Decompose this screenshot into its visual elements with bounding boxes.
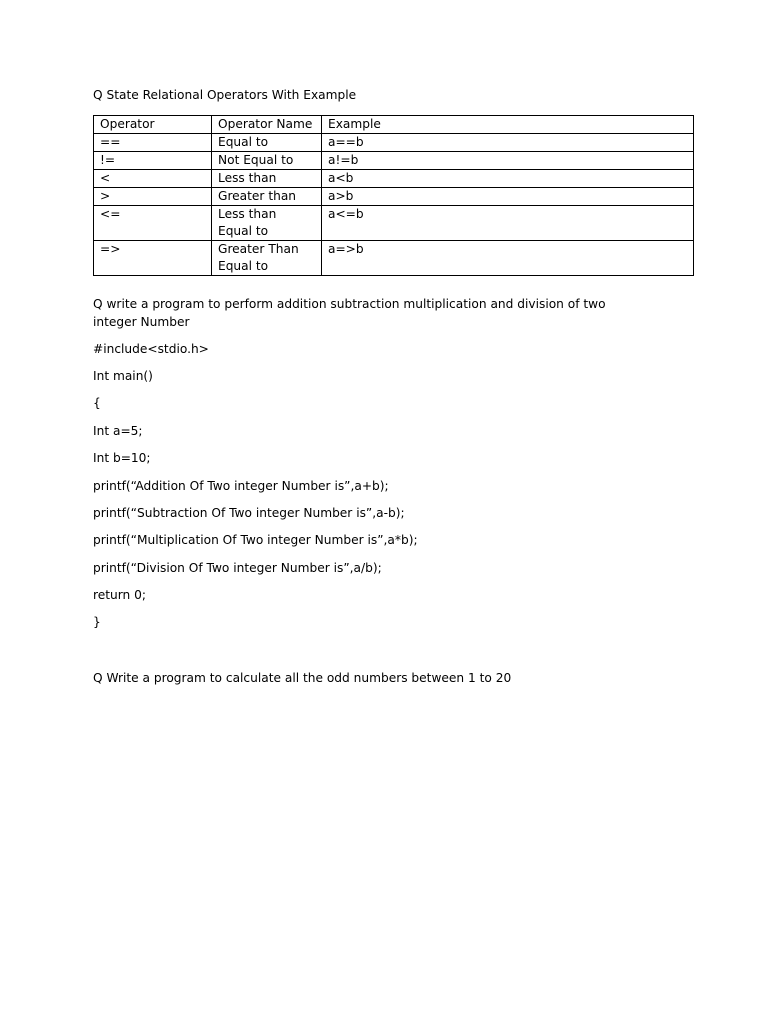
cell-example: a=>b	[322, 241, 694, 276]
header-example: Example	[322, 116, 694, 134]
question-relational-operators: Q State Relational Operators With Example	[93, 88, 357, 102]
cell-operator-name	[212, 206, 322, 241]
table-header-row	[94, 116, 694, 134]
cell-example: a!=b	[322, 152, 694, 170]
question-odd-numbers: Q Write a program to calculate all the odd numbers between 1 to 20	[93, 671, 512, 685]
table-row	[94, 134, 694, 152]
code-line: printf(“Addition Of Two integer Number is”,a+b);	[93, 479, 389, 493]
table-row	[94, 241, 694, 276]
table-row	[94, 152, 694, 170]
code-line: #include<stdio.h>	[93, 342, 209, 356]
relational-operators-table	[93, 115, 694, 276]
code-line: return 0;	[93, 588, 146, 602]
cell-operator: <=	[94, 206, 212, 241]
cell-example: a>b	[322, 188, 694, 206]
table-row	[94, 206, 694, 241]
table-row	[94, 188, 694, 206]
code-line: {	[93, 396, 101, 410]
header-operator: Operator	[94, 116, 212, 134]
cell-operator-name-text: Less than Equal to	[218, 207, 277, 238]
cell-operator: >	[94, 188, 212, 206]
code-line: Int b=10;	[93, 451, 151, 465]
cell-operator-name-text: Greater Than Equal to	[218, 242, 299, 273]
code-line: Int a=5;	[93, 424, 143, 438]
cell-example: a<b	[322, 170, 694, 188]
cell-operator: =>	[94, 241, 212, 276]
code-line: Int main()	[93, 369, 153, 383]
cell-operator-name: Less than	[212, 170, 322, 188]
cell-example: a==b	[322, 134, 694, 152]
cell-operator-name: Greater than	[212, 188, 322, 206]
question-arithmetic-program: Q write a program to perform addition subtraction multiplication and division of two integer Number	[93, 297, 606, 329]
cell-operator-name: Not Equal to	[212, 152, 322, 170]
cell-operator: ==	[94, 134, 212, 152]
code-line: }	[93, 615, 101, 629]
cell-operator-name	[212, 241, 322, 276]
cell-example: a<=b	[322, 206, 694, 241]
cell-operator-name: Equal to	[212, 134, 322, 152]
header-operator-name: Operator Name	[212, 116, 322, 134]
cell-operator: !=	[94, 152, 212, 170]
code-line: printf(“Division Of Two integer Number is”,a/b);	[93, 561, 382, 575]
code-line: printf(“Multiplication Of Two integer Number is”,a*b);	[93, 533, 418, 547]
table-row	[94, 170, 694, 188]
cell-operator: <	[94, 170, 212, 188]
code-line: printf(“Subtraction Of Two integer Number is”,a-b);	[93, 506, 405, 520]
